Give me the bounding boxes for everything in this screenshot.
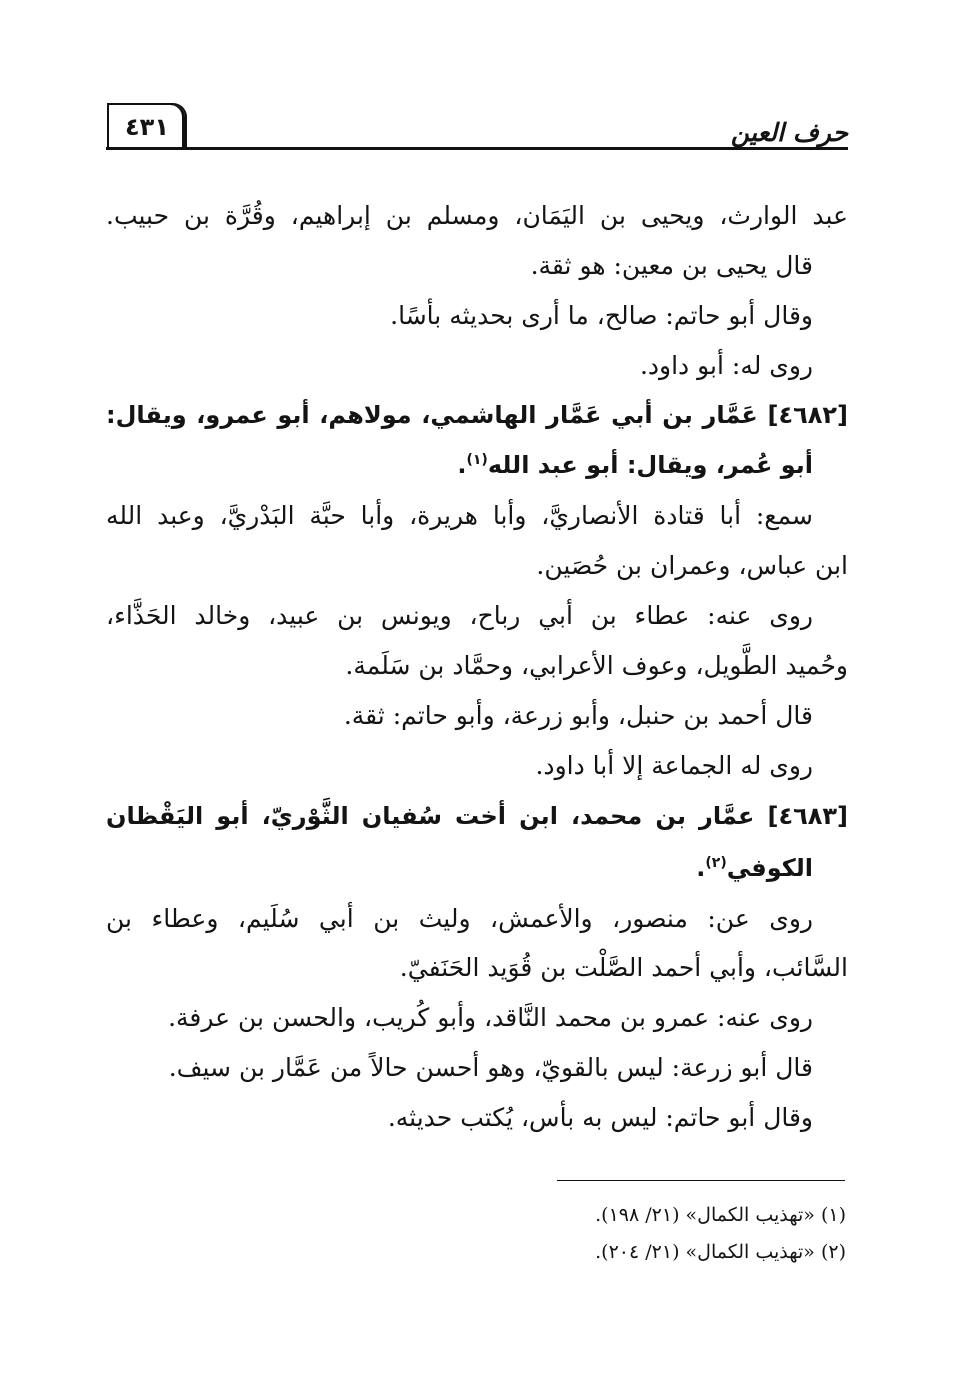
- text-line: روى له الجماعة إلا أبا داود.: [535, 751, 813, 780]
- header-rule: [106, 147, 848, 150]
- end-dot: .: [457, 451, 467, 479]
- text-line: وقال أبو حاتم: صالح، ما أرى بحديثه بأسًا.: [390, 301, 813, 330]
- footnote: (١) «تهذيب الكمال» (٢١/ ١٩٨).: [595, 1204, 846, 1226]
- text-line: عبد الوارث، ويحيى بن اليَمَان، ومسلم بن إبراهيم، وقُرَّة بن حبيب.: [106, 201, 848, 230]
- text-line: روى عنه: عطاء بن أبي رباح، ويونس بن عبيد، وخالد الحَذَّاء،: [106, 601, 813, 630]
- text-line: قال أحمد بن حنبل، وأبو زرعة، وأبو حاتم: ثقة.: [343, 701, 813, 730]
- text-line: روى عنه: عمرو بن محمد النَّاقد، وأبو كُريب، والحسن بن عرفة.: [168, 1003, 813, 1032]
- note-ref: (٢): [705, 855, 727, 871]
- entry-heading-text: أبو عُمر، ويقال: أبو عبد الله: [487, 451, 813, 479]
- text-line: وحُميد الطَّويل، وعوف الأعرابي، وحمَّاد بن سَلَمة.: [345, 651, 848, 680]
- text-line: السَّائب، وأبي أحمد الصَّلْت بن قُوَيد الحَنَفيّ.: [399, 953, 848, 982]
- text-line: وقال أبو حاتم: ليس به بأس، يُكتب حديثه.: [387, 1103, 813, 1132]
- text-line: قال يحيى بن معين: هو ثقة.: [530, 251, 813, 280]
- entry-heading-text: الكوفي: [726, 854, 813, 882]
- entry-heading: [٤٦٨٢] عَمَّار بن أبي عَمَّار الهاشمي، مولاهم، أبو عمرو، ويقال:: [106, 401, 848, 429]
- footnote: (٢) «تهذيب الكمال» (٢١/ ٢٠٤).: [595, 1241, 846, 1263]
- entry-heading-cont: [106, 443, 813, 487]
- entry-heading: [٤٦٨٣] عمَّار بن محمد، ابن أخت سُفيان الثَّوْريّ، أبو اليَقْظان: [106, 802, 848, 830]
- running-title: حرف العين: [730, 118, 848, 147]
- page-number: ٤٣١: [107, 103, 187, 147]
- text-line: روى له: أبو داود.: [639, 351, 813, 380]
- entry-heading-cont: [106, 846, 813, 890]
- text-line: سمع: أبا قتادة الأنصاريَّ، وأبا هريرة، وأبا حبَّة البَدْريَّ، وعبد الله: [106, 501, 813, 530]
- note-ref: (١): [466, 452, 488, 468]
- text-line: قال أبو زرعة: ليس بالقويّ، وهو أحسن حالاً من عَمَّار بن سيف.: [168, 1053, 813, 1082]
- text-line: ابن عباس، وعمران بن حُصَين.: [536, 551, 848, 580]
- text-line: روى عن: منصور، والأعمش، وليث بن أبي سُلَيم، وعطاء بن: [106, 904, 813, 933]
- end-dot: .: [696, 854, 706, 882]
- footnote-rule: [557, 1180, 845, 1181]
